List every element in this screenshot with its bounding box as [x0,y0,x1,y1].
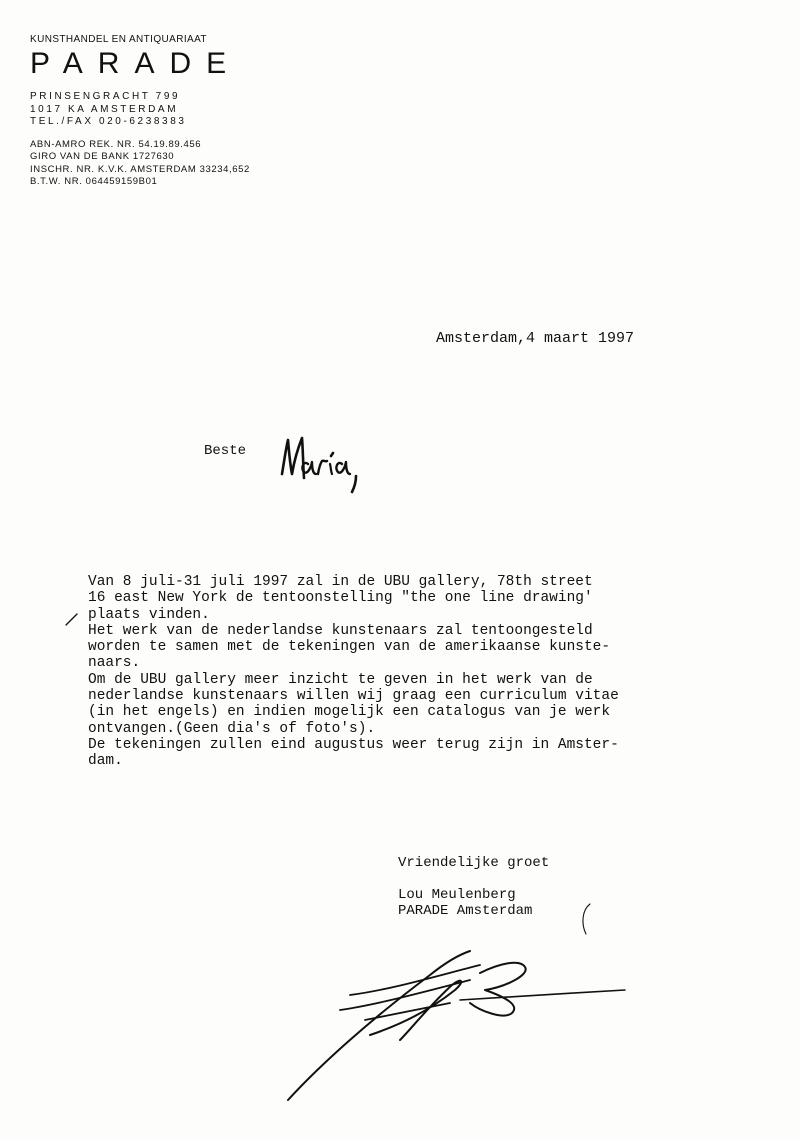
bank-line: ABN-AMRO REK. NR. 54.19.89.456 [30,138,202,150]
body-line: Van 8 juli-31 juli 1997 zal in de UBU gallery, 78th street [88,574,593,590]
body-line: naars. [88,655,141,672]
letterhead-company-name: PARADE [30,47,242,80]
sender-name: Lou Meulenberg [398,887,516,903]
letterhead-subtitle: KUNSTHANDEL EN ANTIQUARIAAT [30,34,207,45]
letterhead-bank-details [30,138,250,189]
handwritten-recipient-name [276,430,366,500]
body-line: worden te samen met de tekeningen van de amerikaanse kunste- [88,639,611,656]
bank-line: INSCHR. NR. K.V.K. AMSTERDAM 33234,652 [30,163,250,175]
address-line: TEL./FAX 020-6238383 [30,116,187,127]
letter-body [88,574,728,770]
body-line: dam. [88,753,123,770]
body-line: plaats vinden. [88,606,210,623]
body-line: Het werk van de nederlandse kunstenaars zal tentoongesteld [88,622,593,639]
letterhead-address [30,91,245,129]
closing-regards: Vriendelijke groet [398,855,550,871]
address-line: PRINSENGRACHT 799 [30,91,181,102]
salutation-greeting: Beste [204,443,247,459]
letter-closing [398,855,549,919]
letterhead [30,34,250,189]
letter-date: Amsterdam,4 maart 1997 [436,330,635,347]
address-line: 1017 KA AMSTERDAM [30,103,179,115]
sender-organization: PARADE Amsterdam [398,903,533,919]
body-line: Om de UBU gallery meer inzicht te geven in het werk van de [88,671,593,688]
body-line: 16 east New York de tentoonstelling "the one line drawing' [88,590,593,607]
body-line: nederlandse kunstenaars willen wij graag een curriculum vitae [88,688,619,705]
handwritten-tick-mark [64,611,80,627]
body-line: (in het engels) en indien mogelijk een catalogus van je werk [88,704,611,721]
bank-line: GIRO VAN DE BANK 1727630 [30,151,175,162]
handwritten-bracket-mark [578,902,594,936]
handwritten-signature [280,945,630,1105]
bank-line: B.T.W. NR. 064459159B01 [30,176,158,187]
body-line: ontvangen.(Geen dia's of foto's). [88,720,376,737]
body-line: De tekeningen zullen eind augustus weer terug zijn in Amster- [88,736,619,753]
